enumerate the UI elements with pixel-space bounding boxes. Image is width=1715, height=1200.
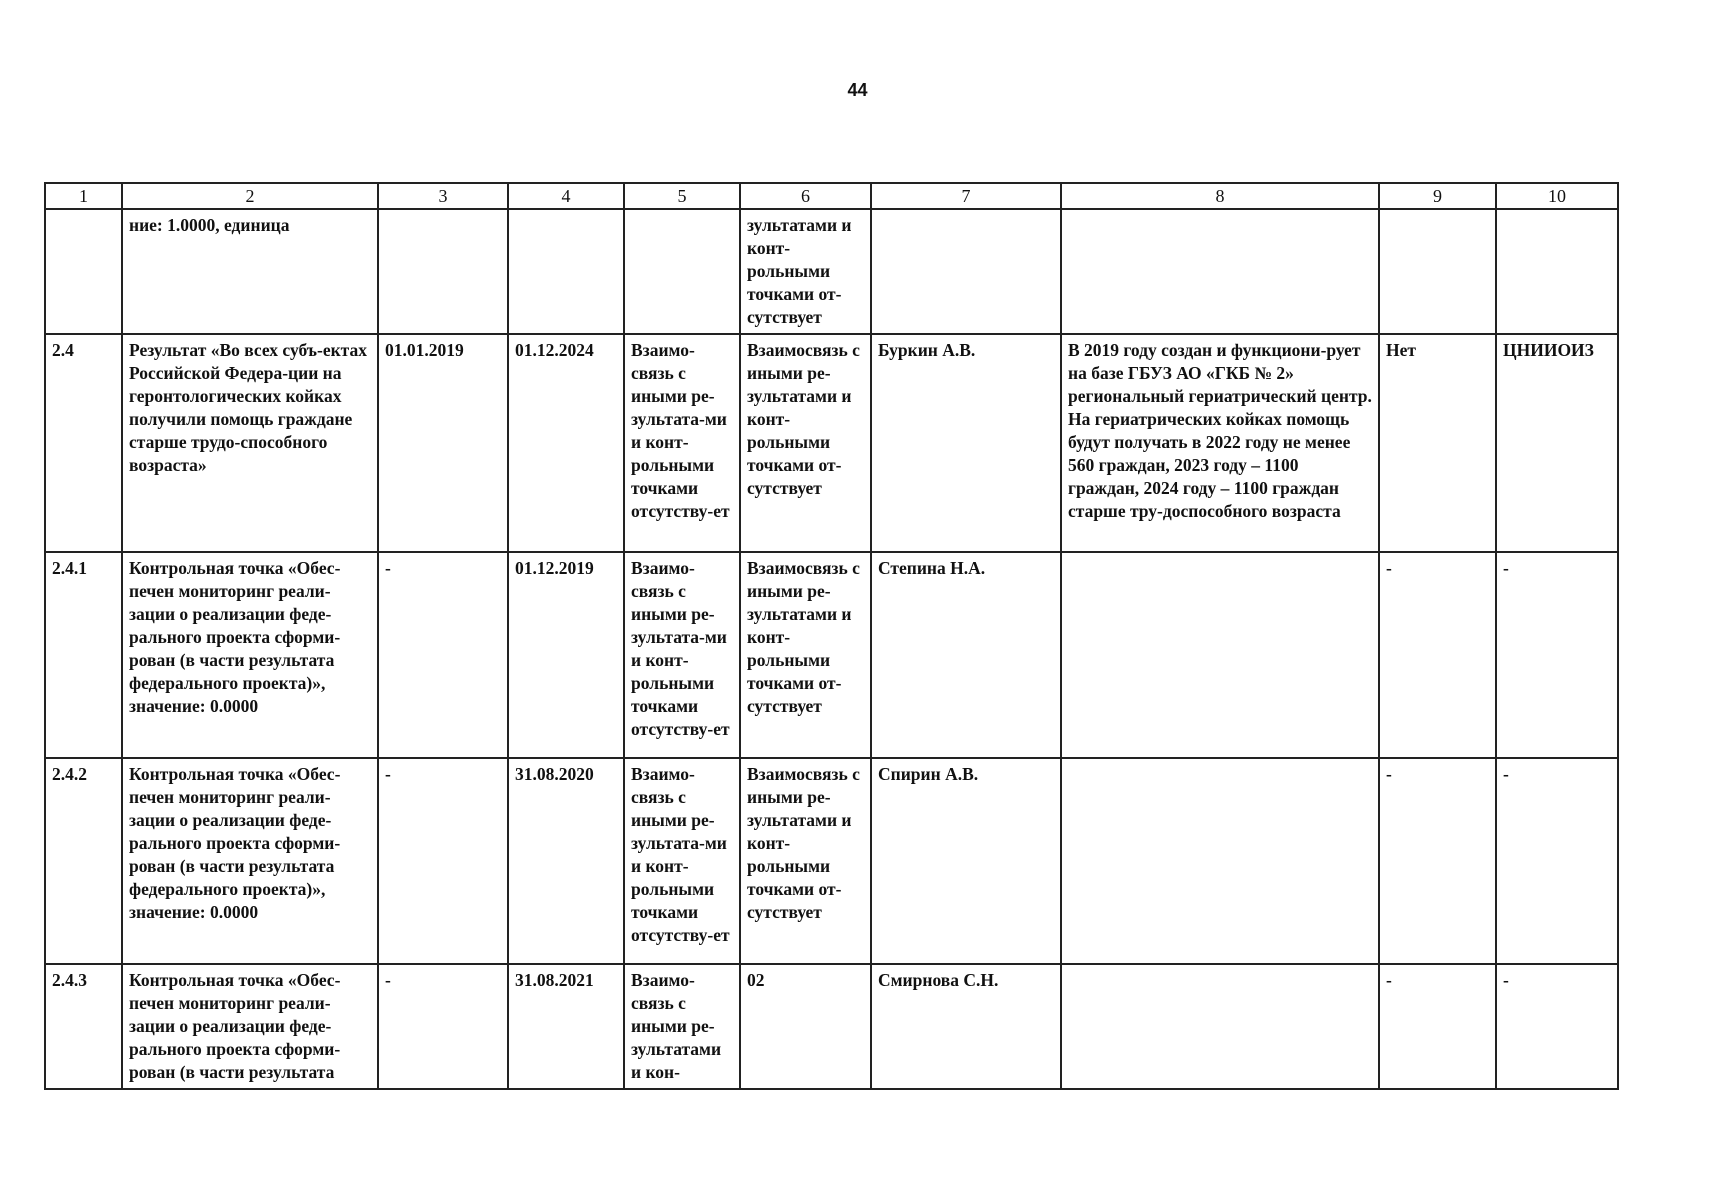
successor-cell: зультатами и конт-рольными точками от-сутствует [740,209,871,334]
column-9-cell [1379,209,1496,334]
start-date-cell [378,209,508,334]
column-header: 6 [740,183,871,209]
start-date-cell: - [378,552,508,758]
column-10-cell: ЦНИИОИЗ [1496,334,1618,552]
row-number-cell: 2.4.2 [45,758,122,964]
successor-cell: Взаимосвязь с иными ре-зультатами и конт-рольными точками от-сутствует [740,758,871,964]
start-date-cell: - [378,964,508,1089]
end-date-cell: 01.12.2024 [508,334,624,552]
comment-cell [1061,209,1379,334]
column-header: 9 [1379,183,1496,209]
predecessor-cell: Взаимо-связь с иными ре-зультата-ми и конт-рольными точками отсутству-ет [624,334,740,552]
predecessor-cell [624,209,740,334]
successor-cell: Взаимосвязь с иными ре-зультатами и конт-рольными точками от-сутствует [740,552,871,758]
comment-cell [1061,552,1379,758]
responsible-cell: Буркин А.В. [871,334,1061,552]
end-date-cell: 31.08.2021 [508,964,624,1089]
column-header: 5 [624,183,740,209]
table-row [45,964,1618,1089]
comment-cell [1061,758,1379,964]
column-9-cell: - [1379,758,1496,964]
predecessor-cell: Взаимо-связь с иными ре-зультатами и кон- [624,964,740,1089]
predecessor-cell: Взаимо-связь с иными ре-зультата-ми и конт-рольными точками отсутству-ет [624,552,740,758]
end-date-cell: 31.08.2020 [508,758,624,964]
column-header: 1 [45,183,122,209]
column-10-cell [1496,209,1618,334]
column-9-cell: Нет [1379,334,1496,552]
start-date-cell: 01.01.2019 [378,334,508,552]
successor-cell: Взаимосвязь с иными ре-зультатами и конт-рольными точками от-сутствует [740,334,871,552]
table-row [45,758,1618,964]
column-9-cell: - [1379,552,1496,758]
responsible-cell: Степина Н.А. [871,552,1061,758]
column-10-cell: - [1496,552,1618,758]
row-number-cell: 2.4.1 [45,552,122,758]
table-row [45,334,1618,552]
page-number: 44 [847,80,868,100]
responsible-cell [871,209,1061,334]
column-header: 4 [508,183,624,209]
comment-cell [1061,964,1379,1089]
document-table [44,182,1619,1090]
end-date-cell: 01.12.2019 [508,552,624,758]
row-number-cell [45,209,122,334]
column-10-cell: - [1496,758,1618,964]
row-number-cell: 2.4 [45,334,122,552]
row-number-cell: 2.4.3 [45,964,122,1089]
description-cell: Контрольная точка «Обес-печен мониторинг реали-зации о реализации феде-рального проекта сформи-рован (в части результата [122,964,378,1089]
column-header: 2 [122,183,378,209]
description-cell: Контрольная точка «Обес-печен мониторинг реали-зации о реализации феде-рального проекта сформи-рован (в части результата федерального проекта)», значение: 0.0000 [122,758,378,964]
description-cell: Контрольная точка «Обес-печен мониторинг реали-зации о реализации феде-рального проекта сформи-рован (в части результата федерального проекта)», значение: 0.0000 [122,552,378,758]
description-cell: ние: 1.0000, единица [122,209,378,334]
column-header: 8 [1061,183,1379,209]
description-cell: Результат «Во всех субъ-ектах Российской Федера-ции на геронтологических койках получили помощь граждане старше трудо-способного возраста» [122,334,378,552]
column-9-cell: - [1379,964,1496,1089]
comment-cell: В 2019 году создан и функциони-рует на базе ГБУЗ АО «ГКБ № 2» региональный гериатрический центр. На гериатрических койках помощь будут получать в 2022 году не менее 560 граждан, 2023 году – 1100 граждан, 2024 году – 1100 граждан старше тру-доспособного возраста [1061,334,1379,552]
column-header: 10 [1496,183,1618,209]
table-header-row [45,183,1618,209]
end-date-cell [508,209,624,334]
responsible-cell: Смирнова С.Н. [871,964,1061,1089]
column-header: 7 [871,183,1061,209]
column-10-cell: - [1496,964,1618,1089]
table-row [45,209,1618,334]
table-row [45,552,1618,758]
column-header: 3 [378,183,508,209]
responsible-cell: Спирин А.В. [871,758,1061,964]
start-date-cell: - [378,758,508,964]
successor-cell: 02 [740,964,871,1089]
predecessor-cell: Взаимо-связь с иными ре-зультата-ми и конт-рольными точками отсутству-ет [624,758,740,964]
